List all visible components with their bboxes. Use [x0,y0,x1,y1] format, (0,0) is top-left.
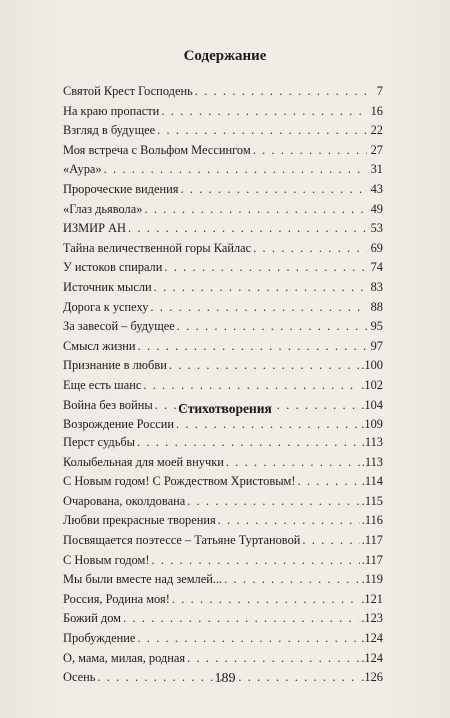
toc-entry-page: 22 [370,123,383,138]
toc-entry-page: 97 [370,338,383,353]
toc-entry [63,649,383,669]
toc-entry-title: Взгляд в будущее [63,123,156,138]
poems-list [63,433,383,688]
toc-entry-page: .104 [361,397,383,412]
toc-entry [63,121,383,141]
dot-leader [226,453,360,473]
toc-entry [63,629,383,649]
dot-leader [151,551,359,571]
toc-entry-page: 43 [370,181,383,196]
toc-entry-page: .115 [361,493,383,508]
toc-entry-title: Признание в любви [63,358,167,373]
toc-entry [63,102,383,122]
toc-entry [63,609,383,629]
toc-entry [63,453,383,473]
dot-leader [157,121,367,141]
toc-entry [63,570,383,590]
toc-entry-title: Святой Крест Господень [63,84,193,98]
toc-entry [63,337,383,357]
toc-entry-page: .113 [361,454,383,469]
toc-entry [63,278,383,298]
toc-entry [63,492,383,512]
toc-entry-title: Колыбельная для моей внучки [63,454,224,469]
toc-entry-title: Пророческие видения [63,181,179,196]
toc-entry-title: Перст судьбы [63,435,135,449]
toc-entry-page: 31 [370,162,383,177]
dot-leader [154,278,367,298]
toc-entry [63,590,383,610]
toc-entry-page: .102 [361,377,383,392]
toc-entry [63,219,383,239]
dot-leader [176,415,359,435]
toc-entry-title: С Новым годом! [63,552,150,567]
toc-entry-title: Осень [63,670,96,685]
toc-entry-page: .117 [361,552,383,567]
toc-entry-page: 27 [370,142,383,157]
dot-leader [138,337,367,357]
toc-entry [63,82,383,102]
dot-leader [253,141,367,161]
toc-entry-title: ИЗМИР АН [63,221,127,236]
toc-entry-title: Источник мысли [63,279,152,294]
toc-entry [63,200,383,220]
toc-entry-title: Пробуждение [63,630,136,645]
dot-leader [123,609,359,629]
toc-entry-page: 74 [370,260,383,275]
toc-entry-title: Очарована, околдована [63,493,186,508]
toc-entry-page: .117 [361,532,383,547]
toc-entry-title: О, мама, милая, родная [63,650,186,665]
toc-entry-title: С Новым годом! С Рождеством Христовым! [63,474,296,489]
toc-entry-page: 69 [370,240,383,255]
dot-leader [137,629,359,649]
toc-entry [63,317,383,337]
toc-entry-page: 95 [370,319,383,334]
toc-entry-page: .119 [361,572,383,587]
toc-entry [63,160,383,180]
toc-entry [63,551,383,571]
toc-entry-page: 16 [370,103,383,118]
toc-entry [63,511,383,531]
toc-entry-page: .124 [361,630,383,645]
toc-entry [63,433,383,453]
toc-entry-page: .109 [361,417,383,432]
toc-entry-title: Любви прекрасные творения [63,513,216,528]
dot-leader [172,590,359,610]
dot-leader [161,102,367,122]
toc-entry [63,376,383,396]
poems-heading: Стихотворения [178,401,272,416]
toc-entry-title: Божий дом [63,611,122,626]
dot-leader [143,376,359,396]
toc-entry [63,239,383,259]
dot-leader [302,531,359,551]
toc-entry [63,356,383,376]
dot-leader [195,82,367,102]
dot-leader [128,219,367,239]
toc-entry-page: .121 [361,591,383,606]
toc-entry [63,472,383,492]
toc-entry-title: На краю пропасти [63,103,160,118]
toc-entry-title: Война без войны [63,397,153,412]
toc-entry-title: Дорога к успеху [63,299,149,314]
toc-entry-page: .116 [361,513,383,528]
toc-entry [63,415,383,435]
contents-heading: Содержание [183,48,267,64]
toc-entry-title: У истоков спирали [63,260,163,275]
toc-entry-page: .123 [361,611,383,626]
toc-entry [63,258,383,278]
dot-leader [169,356,359,376]
toc-entry-page: 53 [370,221,383,236]
toc-entry [63,298,383,318]
dot-leader [137,433,360,453]
dot-leader [187,649,359,669]
dot-leader [224,570,360,590]
dot-leader [187,492,360,512]
toc-entry [63,531,383,551]
toc-entry-page: 7 [376,84,383,98]
dot-leader [164,258,367,278]
toc-entry-page: .124 [361,650,383,665]
toc-entry-page: .100 [361,358,383,373]
toc-entry-page: 49 [370,201,383,216]
dot-leader [104,160,367,180]
dot-leader [218,511,360,531]
dot-leader [180,180,367,200]
dot-leader [144,200,367,220]
toc-entry-title: «Глаз дьявола» [63,201,143,216]
dot-leader [177,317,367,337]
toc-entry-title: Еще есть шанс [63,377,142,392]
toc-entry-page: 88 [370,299,383,314]
toc-entry-title: За завесой – будущее [63,319,175,334]
toc-entry [63,180,383,200]
toc-entry-page: .114 [361,474,383,489]
toc-entry-title: Возрождение России [63,417,175,432]
dot-leader [298,472,360,492]
toc-entry-page: 83 [370,279,383,294]
contents-list [63,82,383,435]
dot-leader [253,239,367,259]
toc-entry-title: Россия, Родина моя! [63,591,170,606]
toc-entry-page: .126 [361,670,383,685]
toc-entry [63,141,383,161]
toc-entry-page: .113 [361,435,383,449]
toc-entry-title: Смысл жизни [63,338,136,353]
dot-leader [150,298,367,318]
toc-entry-title: Мы были вместе над землей... [63,572,223,587]
toc-entry-title: Посвящается поэтессе – Татьяне Туртановой [63,532,301,547]
page-number: 189 [214,671,236,686]
toc-entry-title: Тайна величественной горы Кайлас [63,240,252,255]
toc-entry-title: «Аура» [63,162,102,177]
toc-entry-title: Моя встреча с Вольфом Мессингом [63,142,251,157]
